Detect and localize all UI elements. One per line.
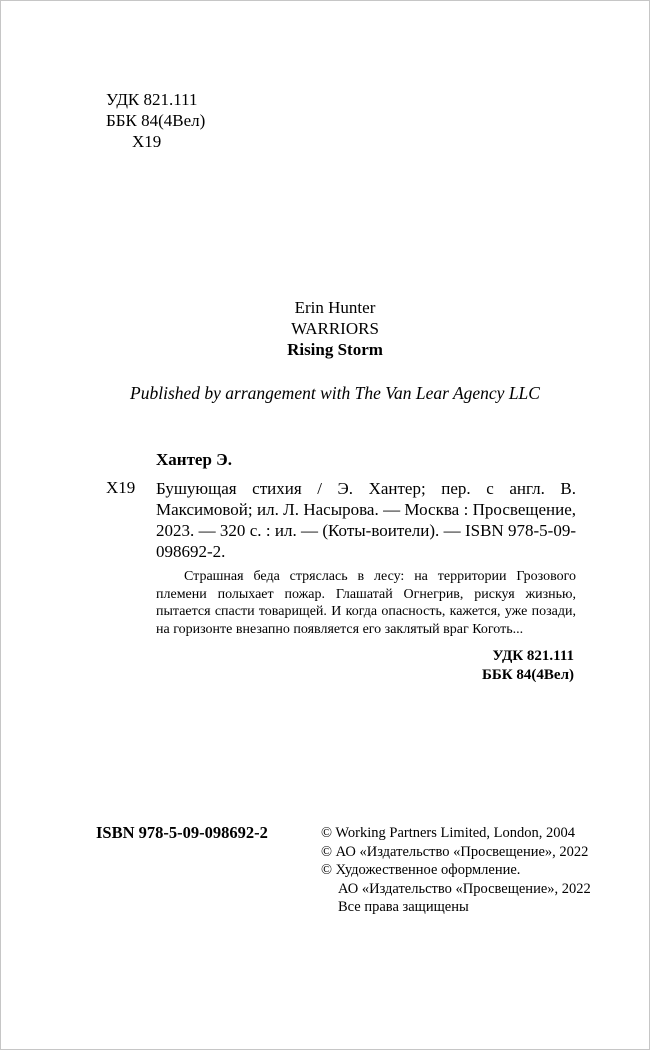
catalog-author: Хантер Э. — [156, 450, 232, 469]
catalog-code-top: Х19 — [132, 132, 162, 151]
book-author-en: Erin Hunter — [294, 298, 376, 317]
copyright-line: © Художественное оформление. — [321, 862, 521, 878]
isbn: ISBN 978-5-09-098692-2 — [96, 823, 268, 842]
catalog-margin-code: Х19 — [106, 478, 136, 497]
udk-top: УДК 821.111 — [106, 90, 198, 109]
copyright-line: © АО «Издательство «Просвещение», 2022 — [321, 843, 589, 860]
annotation: Страшная беда стряслась в лесу: на территории Грозового племени полыхает пожар. Глашатай Огнегрив, рискуя жизнью, пытается спасти товарищей. И когда опасность, кажется, уже позади, на горизонте внезапно появляется его заклятый враг Коготь... — [156, 569, 576, 637]
copyright-line: © Working Partners Limited, London, 2004 — [321, 825, 576, 841]
copyright-line: Все права защищены — [338, 899, 469, 915]
copyright-block — [321, 824, 611, 917]
bbk-bottom: ББК 84(4Вел) — [481, 667, 574, 683]
book-title-en: Rising Storm — [287, 340, 383, 359]
bottom-cataloguing-codes — [482, 647, 574, 685]
top-cataloguing-codes — [106, 89, 205, 152]
english-title-block — [96, 297, 574, 360]
book-series-en: WARRIORS — [291, 319, 379, 338]
bibliographic-description: Бушующая стихия / Э. Хантер; пер. с англ. В. Максимовой; ил. Л. Насырова. — Москва : Просвещение, 2023. — 320 с. : ил. — (Коты-воители). — ISBN 978-5-09-098692-2. — [156, 479, 576, 561]
bbk-top: ББК 84(4Вел) — [106, 111, 206, 130]
arrangement-notice: Published by arrangement with The Van Lear Agency LLC — [130, 383, 540, 403]
copyright-line: АО «Издательство «Просвещение», 2022 — [338, 880, 591, 897]
udk-bottom: УДК 821.111 — [492, 648, 574, 664]
